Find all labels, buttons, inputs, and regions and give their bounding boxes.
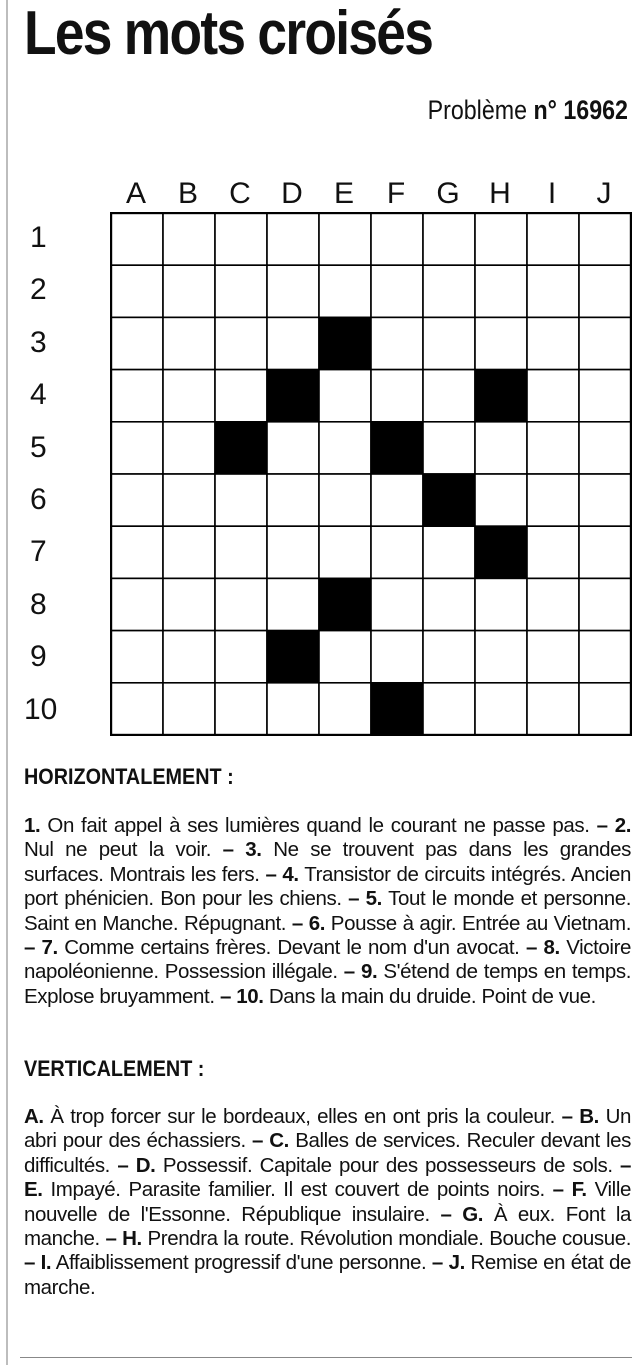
clue-number: 4. <box>282 862 299 886</box>
grid-cell-h1[interactable] <box>475 213 527 265</box>
clue-number: 3. <box>245 838 262 862</box>
grid-cell-f3[interactable] <box>371 317 423 369</box>
black-cell-f10 <box>371 683 423 735</box>
clue-number: I. <box>40 1251 52 1275</box>
grid-cell-j8[interactable] <box>579 578 631 630</box>
black-cell-h4 <box>475 370 527 422</box>
clue-number: A. <box>24 1105 44 1128</box>
black-cell-f5 <box>371 422 423 474</box>
grid-cell-a6[interactable] <box>111 474 163 526</box>
clue-text: Victoire napoléonienne. Possession illégale. <box>24 936 632 984</box>
horizontal-clue <box>236 985 596 1008</box>
grid-cell-d1[interactable] <box>267 213 319 265</box>
row-label-4: 4 <box>30 378 47 412</box>
grid-cell-i8[interactable] <box>527 578 579 630</box>
grid-cell-i2[interactable] <box>527 265 579 317</box>
clue-number: 8. <box>543 936 560 960</box>
grid-cell-d7[interactable] <box>267 526 319 578</box>
row-label-10: 10 <box>24 692 58 726</box>
clue-separator: – <box>99 1227 123 1251</box>
grid-cell-j5[interactable] <box>579 422 631 474</box>
grid-cell-g8[interactable] <box>423 578 475 630</box>
grid-cell-j3[interactable] <box>579 317 631 369</box>
grid-cell-h8[interactable] <box>475 578 527 630</box>
grid-cell-h10[interactable] <box>475 683 527 735</box>
clue-text: S'étend de temps en temps. Explose bruyamment. <box>24 960 632 1008</box>
grid-cell-e7[interactable] <box>319 526 371 578</box>
clue-number: 9. <box>360 960 378 984</box>
grid-cell-e5[interactable] <box>319 422 371 474</box>
clue-text: Tout le monde et personne. Saint en Manche. Répugnant. <box>24 887 632 935</box>
grid-cell-j7[interactable] <box>579 526 631 578</box>
clue-text: Prendra la route. Révolution mondiale. Bouche cousue. <box>141 1227 632 1251</box>
grid-cell-i5[interactable] <box>527 422 579 474</box>
clue-text: Possessif. Capitale pour des possesseurs de sols. <box>155 1153 613 1177</box>
vertical-heading: VERTICALEMENT : <box>24 1056 205 1081</box>
grid-cell-i3[interactable] <box>527 317 579 369</box>
grid-cell-a5[interactable] <box>111 422 163 474</box>
grid-cell-i9[interactable] <box>527 631 579 683</box>
grid-cell-f7[interactable] <box>371 526 423 578</box>
clue-number: 2. <box>614 814 631 837</box>
problem-label: Problème <box>427 95 528 125</box>
row-label-2: 2 <box>30 273 47 307</box>
vertical-clue <box>41 1251 427 1274</box>
clue-text: Transistor de circuits intégrés. Ancien port phénicien. Bon pour les chiens. <box>24 862 631 911</box>
grid-cell-b7[interactable] <box>163 526 215 578</box>
clue-text: Affaiblissement progressif d'une personne. <box>51 1251 427 1275</box>
grid-cell-h6[interactable] <box>475 474 527 526</box>
row-label-3: 3 <box>30 325 47 359</box>
grid-cell-c4[interactable] <box>215 370 267 422</box>
black-cell-e8 <box>319 578 371 630</box>
clue-text: À trop forcer sur le bordeaux, elles en ont pris la couleur. <box>43 1105 555 1128</box>
grid-cell-a7[interactable] <box>111 526 163 578</box>
column-labels <box>110 176 630 212</box>
grid-cell-h5[interactable] <box>475 422 527 474</box>
clue-number: D. <box>135 1153 156 1177</box>
clue-text: Dans la main du druide. Point de vue. <box>263 984 596 1008</box>
clue-text: Ne se trouvent pas dans les grandes surfaces. Montrais les fers. <box>24 838 631 886</box>
grid-cell-d8[interactable] <box>267 578 319 630</box>
grid-cell-a2[interactable] <box>111 265 163 317</box>
clue-text: Pousse à agir. Entrée au Vietnam. <box>324 911 631 935</box>
grid-cell-b4[interactable] <box>163 370 215 422</box>
clue-separator: – <box>554 1105 580 1128</box>
column-label-d: D <box>281 177 303 210</box>
black-cell-d9 <box>267 631 319 683</box>
row-label-9: 9 <box>30 640 47 674</box>
grid-cell-e2[interactable] <box>319 265 371 317</box>
grid-cell-h2[interactable] <box>475 265 527 317</box>
clue-text: Impayé. Parasite familier. Il est couvert de points noirs. <box>42 1178 545 1202</box>
grid-cell-g7[interactable] <box>423 526 475 578</box>
clue-text: Remise en état de marche. <box>24 1251 632 1299</box>
horizontal-clue <box>41 936 519 959</box>
grid-cell-i6[interactable] <box>527 474 579 526</box>
grid-cell-a4[interactable] <box>111 370 163 422</box>
grid-cell-j10[interactable] <box>579 683 631 735</box>
grid-cell-c7[interactable] <box>215 526 267 578</box>
grid-cell-f8[interactable] <box>371 578 423 630</box>
vertical-clue <box>24 1105 555 1128</box>
grid-cell-g9[interactable] <box>423 631 475 683</box>
grid-cell-c8[interactable] <box>215 578 267 630</box>
horizontal-clue <box>24 814 590 837</box>
clue-separator: – <box>286 911 309 935</box>
clue-number: F. <box>571 1178 587 1202</box>
grid-cell-h3[interactable] <box>475 317 527 369</box>
problem-id: n° 16962 <box>533 95 628 125</box>
clue-number: C. <box>269 1129 289 1153</box>
grid-cell-g3[interactable] <box>423 317 475 369</box>
vertical-clue <box>136 1154 613 1177</box>
grid-cell-f2[interactable] <box>371 265 423 317</box>
black-cell-h7 <box>475 526 527 578</box>
grid-cell-i7[interactable] <box>527 526 579 578</box>
grid-cell-e10[interactable] <box>319 683 371 735</box>
clue-number: 7. <box>41 936 58 960</box>
grid-cell-b3[interactable] <box>163 317 215 369</box>
grid-cell-f4[interactable] <box>371 370 423 422</box>
column-label-e: E <box>333 177 354 210</box>
clue-text: Ville nouvelle de l'Essonne. République insulaire. <box>24 1178 631 1226</box>
grid-cell-d3[interactable] <box>267 317 319 369</box>
clue-text: À eux. Font la manche. <box>24 1202 631 1251</box>
grid-cell-j4[interactable] <box>579 370 631 422</box>
grid-cell-c3[interactable] <box>215 317 267 369</box>
clue-separator: – <box>214 984 237 1008</box>
grid-cell-i1[interactable] <box>527 213 579 265</box>
problem-number <box>428 94 628 126</box>
clue-separator: – <box>426 1251 449 1275</box>
grid-cell-j2[interactable] <box>579 265 631 317</box>
row-label-6: 6 <box>30 482 47 516</box>
row-label-7: 7 <box>30 535 47 569</box>
clue-separator: – <box>429 1202 463 1226</box>
vertical-clues <box>24 1105 631 1300</box>
grid-cell-e9[interactable] <box>319 631 371 683</box>
clue-number: J. <box>448 1251 465 1275</box>
clue-number: E. <box>24 1178 43 1202</box>
grid-cell-d6[interactable] <box>267 474 319 526</box>
black-cell-g6 <box>423 474 475 526</box>
clue-separator: – <box>24 1251 41 1275</box>
grid-cell-b1[interactable] <box>163 213 215 265</box>
clue-separator: – <box>341 887 366 911</box>
column-label-f: F <box>386 177 406 210</box>
grid-cell-g2[interactable] <box>423 265 475 317</box>
grid-cell-e4[interactable] <box>319 370 371 422</box>
clue-text: Un abri pour des échassiers. <box>24 1105 632 1153</box>
grid-cell-g4[interactable] <box>423 370 475 422</box>
grid-cell-e6[interactable] <box>319 474 371 526</box>
grid-cell-f9[interactable] <box>371 631 423 683</box>
clue-separator: – <box>612 1153 632 1177</box>
clue-number: 10. <box>236 984 264 1008</box>
grid-cell-b6[interactable] <box>163 474 215 526</box>
grid-cell-i10[interactable] <box>527 683 579 735</box>
clue-separator: – <box>337 960 361 984</box>
grid-cell-a3[interactable] <box>111 317 163 369</box>
grid-cell-g5[interactable] <box>423 422 475 474</box>
clue-separator: – <box>211 838 246 862</box>
clue-separator: – <box>589 814 615 837</box>
row-label-8: 8 <box>30 587 47 621</box>
grid-cell-d10[interactable] <box>267 683 319 735</box>
clue-text: On fait appel à ses lumières quand le courant ne passe pas. <box>40 814 590 837</box>
vertical-clue <box>24 1178 545 1201</box>
grid-cell-j9[interactable] <box>579 631 631 683</box>
row-labels <box>20 212 80 736</box>
column-label-j: J <box>596 177 612 210</box>
grid-cell-b9[interactable] <box>163 631 215 683</box>
grid-cell-b8[interactable] <box>163 578 215 630</box>
clue-text: Balles de services. Reculer devant les difficultés. <box>24 1129 632 1177</box>
grid-cell-h9[interactable] <box>475 631 527 683</box>
grid-cell-a10[interactable] <box>111 683 163 735</box>
grid-cell-d2[interactable] <box>267 265 319 317</box>
clue-number: G. <box>462 1202 484 1226</box>
clue-number: 6. <box>308 911 325 935</box>
grid-cell-c9[interactable] <box>215 631 267 683</box>
column-label-b: B <box>177 177 198 210</box>
horizontal-clues <box>24 814 631 1009</box>
grid-cell-b2[interactable] <box>163 265 215 317</box>
grid-cell-e1[interactable] <box>319 213 371 265</box>
vertical-clue <box>122 1227 631 1250</box>
left-margin-rule <box>6 0 8 1365</box>
bottom-rule <box>20 1357 632 1358</box>
grid-cell-d5[interactable] <box>267 422 319 474</box>
clue-number: B. <box>579 1105 599 1128</box>
clue-number: H. <box>122 1227 142 1251</box>
clue-number: 5. <box>365 887 382 911</box>
clue-number: 1. <box>24 814 41 837</box>
clue-separator: – <box>245 1129 270 1153</box>
grid-cell-b5[interactable] <box>163 422 215 474</box>
black-cell-c5 <box>215 422 267 474</box>
clue-text: Comme certains frères. Devant le nom d'un avocat. <box>57 936 520 960</box>
row-label-1: 1 <box>30 221 47 254</box>
black-cell-d4 <box>267 370 319 422</box>
crossword-grid[interactable] <box>110 212 632 736</box>
clue-separator: – <box>544 1178 572 1202</box>
clue-separator: – <box>259 862 283 886</box>
grid-cell-j1[interactable] <box>579 213 631 265</box>
grid-cell-a1[interactable] <box>111 213 163 265</box>
page-title: Les mots croisés <box>24 0 433 68</box>
clue-separator: – <box>519 936 544 960</box>
horizontal-heading: HORIZONTALEMENT : <box>24 764 234 789</box>
row-label-5: 5 <box>30 430 47 464</box>
black-cell-e3 <box>319 317 371 369</box>
column-label-a: A <box>125 177 146 210</box>
grid-cell-b10[interactable] <box>163 683 215 735</box>
grid-cell-c10[interactable] <box>215 683 267 735</box>
grid-cell-c1[interactable] <box>215 213 267 265</box>
grid-cell-a8[interactable] <box>111 578 163 630</box>
grid-cell-c6[interactable] <box>215 474 267 526</box>
column-label-i: I <box>547 177 557 210</box>
grid-cell-j6[interactable] <box>579 474 631 526</box>
grid-cell-c2[interactable] <box>215 265 267 317</box>
clue-text: Nul ne peut la voir. <box>24 838 212 862</box>
horizontal-clue <box>309 912 631 935</box>
clue-separator: – <box>109 1153 136 1177</box>
grid-cell-i4[interactable] <box>527 370 579 422</box>
column-label-g: G <box>436 177 460 210</box>
column-label-h: H <box>489 177 511 210</box>
clue-separator: – <box>24 936 42 960</box>
grid-cell-g1[interactable] <box>423 213 475 265</box>
column-label-c: C <box>229 177 251 210</box>
grid-cell-g10[interactable] <box>423 683 475 735</box>
grid-cell-f1[interactable] <box>371 213 423 265</box>
grid-cell-a9[interactable] <box>111 631 163 683</box>
grid-cell-f6[interactable] <box>371 474 423 526</box>
